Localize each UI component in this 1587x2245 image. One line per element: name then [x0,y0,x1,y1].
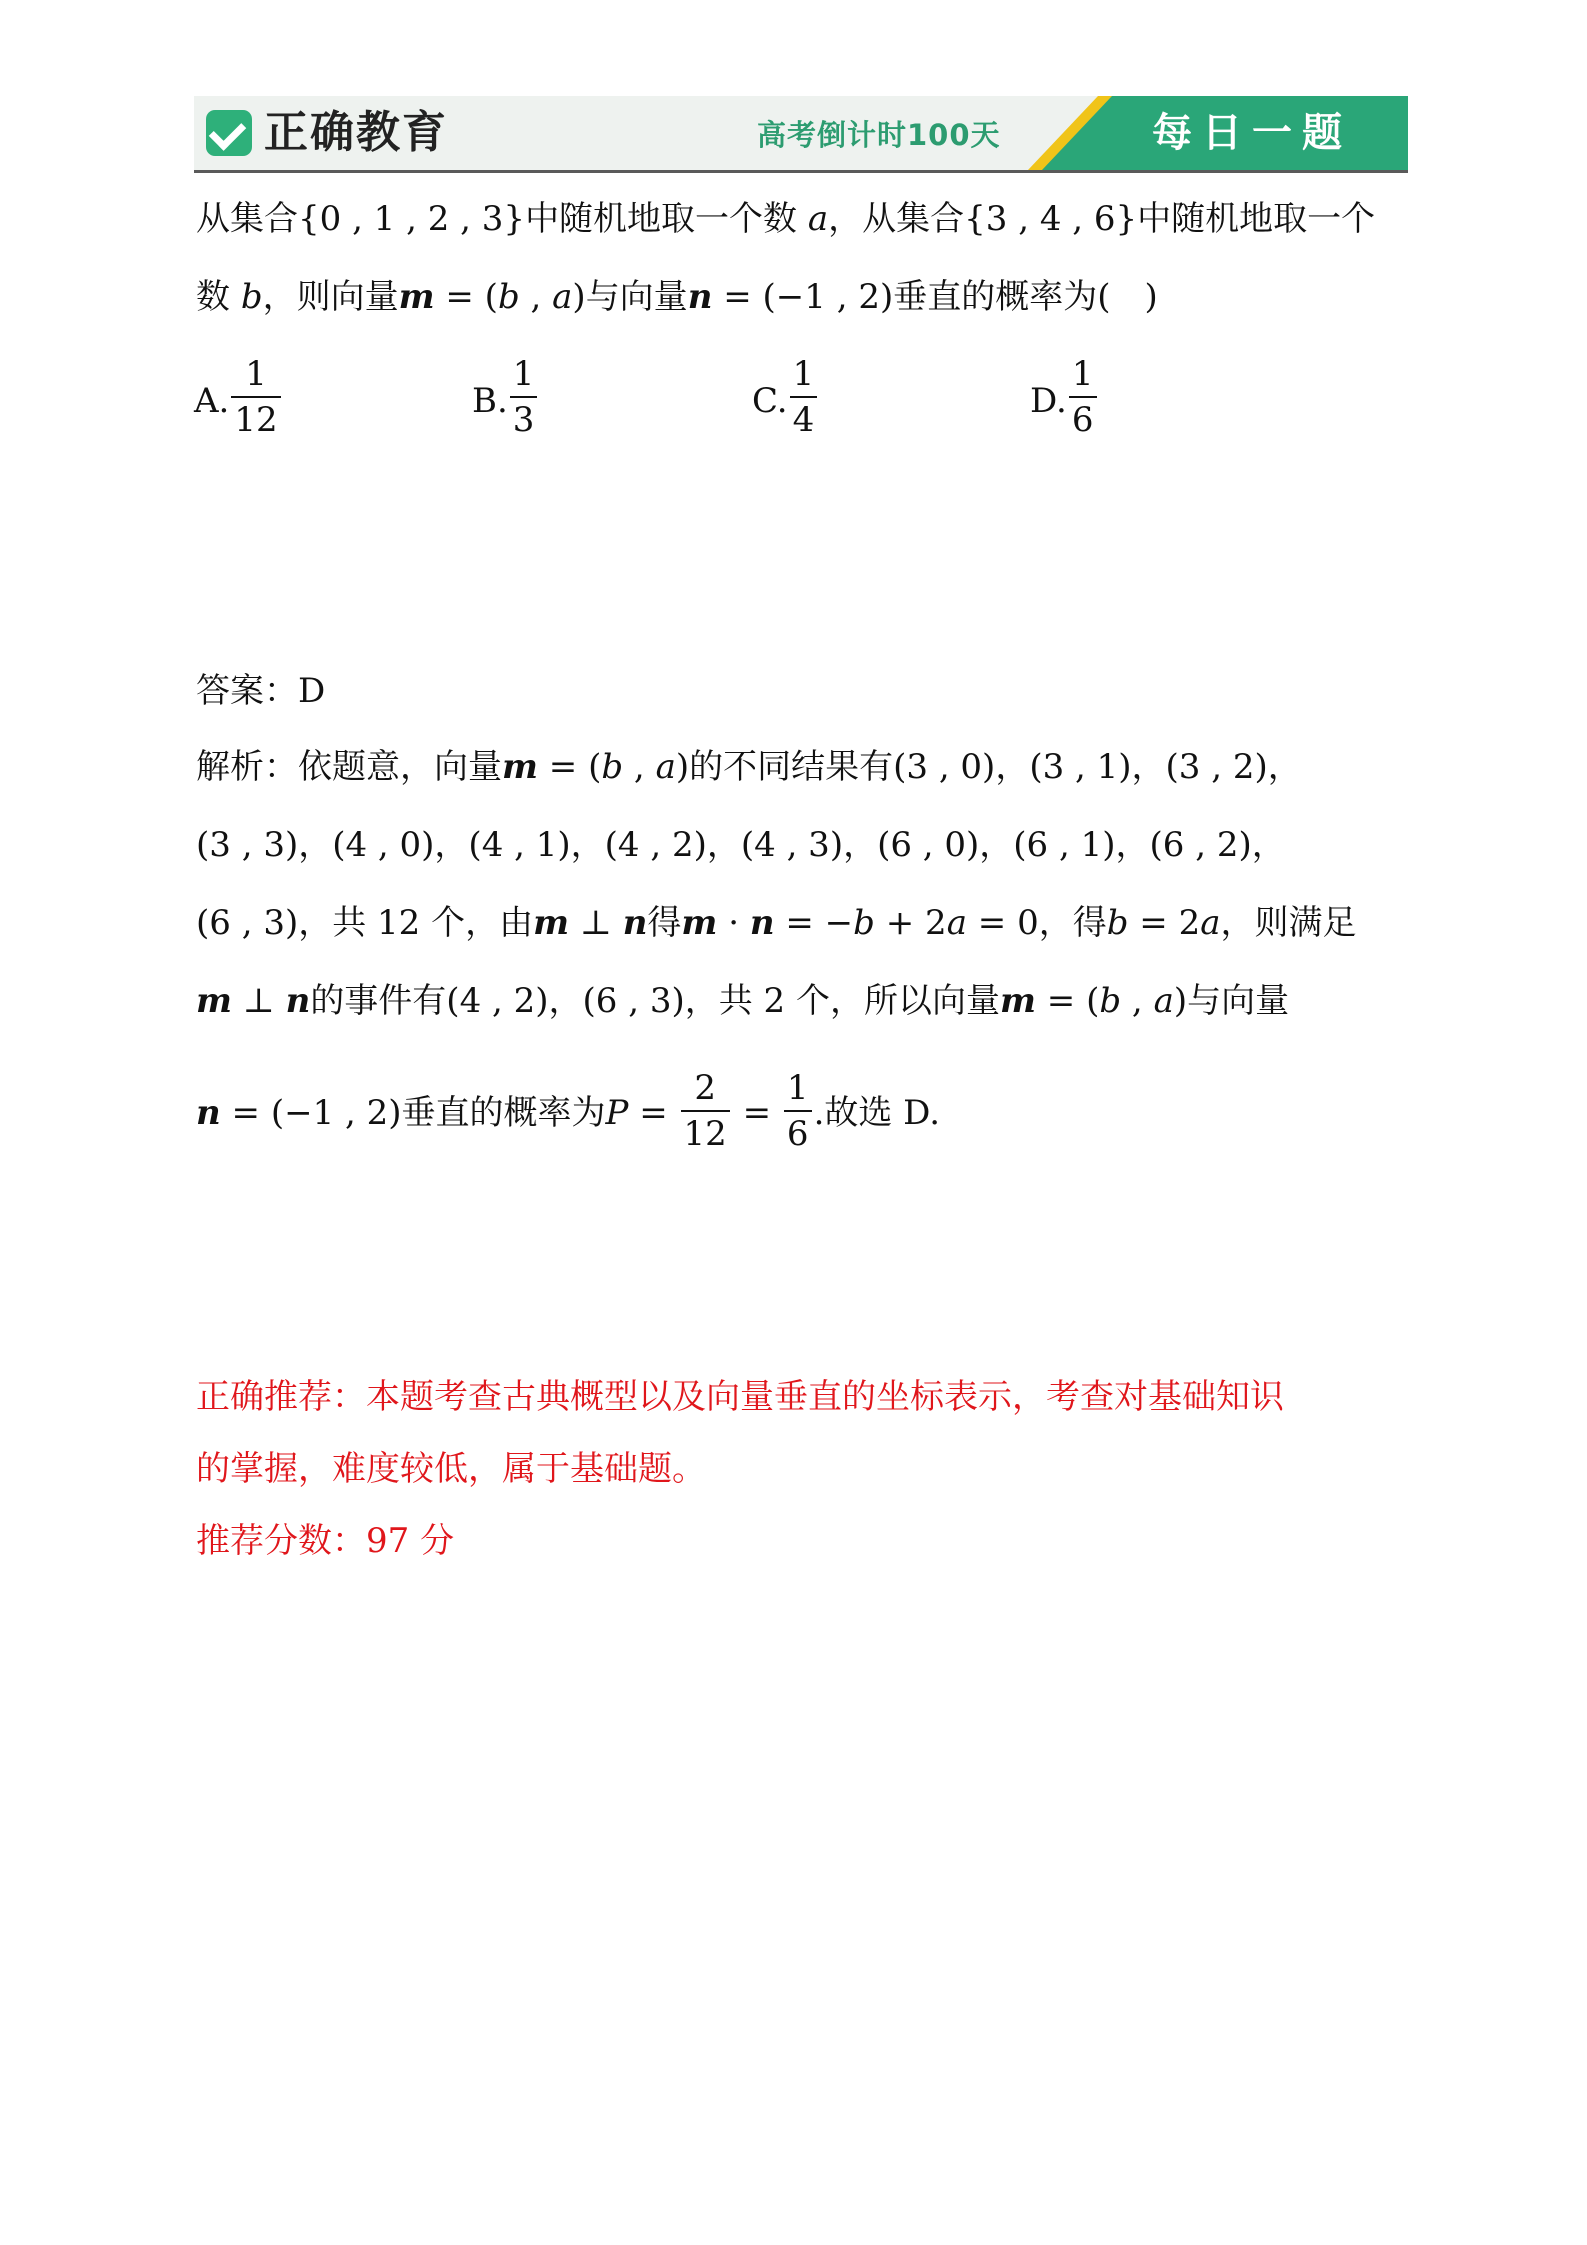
fraction-numerator: 1 [510,352,538,398]
analysis-text: (6 , 3)，共 12 个，由 [196,903,534,943]
vector-n: n [285,981,311,1021]
option-fraction [231,352,280,442]
vector-n: n [622,903,648,943]
question-text: ，从集合 [828,199,965,239]
question-text: 与向量 [585,277,688,317]
variable-p: P [605,1093,629,1133]
math-text: + 2 [874,903,947,943]
math-text: ) [675,747,690,787]
recommend-line-1: 正确推荐：本题考查古典概型以及向量垂直的坐标表示，考查对基础知识 [196,1377,1284,1417]
math-text: = ( [1035,981,1100,1021]
analysis-text: 解析：依题意，向量 [196,747,502,787]
math-text: = 2 [1128,903,1201,943]
set-expression: {3 , 4 , 6} [964,199,1138,239]
variable-b: b [601,747,624,787]
analysis-line-4 [196,976,1289,1026]
option-d [1030,356,1099,446]
math-text: = 0，得 [966,903,1107,943]
variable-a: a [807,199,829,239]
fraction-numerator: 2 [681,1066,730,1112]
answer-line [196,666,325,716]
math-text: = ( [434,277,498,317]
vector-m: m [533,903,570,943]
question-line-1 [196,194,1375,244]
variable-a: a [655,747,676,787]
option-a [194,356,283,446]
analysis-text: 得 [647,903,682,943]
fraction-numerator: 1 [231,352,280,398]
option-label: A. [194,381,230,421]
analysis-text: .故选 D. [813,1093,941,1133]
variable-a: a [1200,903,1221,943]
math-text: = [731,1093,782,1133]
variable-b: b [853,903,875,943]
analysis-line-5 [196,1070,940,1160]
variable-b: b [1106,903,1129,943]
fraction-denominator: 3 [512,400,535,440]
analysis-line-3 [196,898,1357,948]
option-b [472,356,539,446]
fraction-2-over-12 [681,1066,730,1156]
variable-b: b [497,277,520,317]
check-icon [206,110,252,156]
answer-label: 答案： [196,671,298,711]
math-text: , [1121,981,1154,1021]
option-c [752,356,819,446]
vector-m: m [681,903,718,943]
fraction-denominator: 4 [792,400,815,440]
vector-n: n [749,903,775,943]
analysis-line-1 [196,742,1302,792]
variable-a: a [1153,981,1174,1021]
question-text: ，则向量 [262,277,399,317]
header-banner [194,96,1408,173]
vector-n: n [687,277,713,317]
math-text: ⊥ [231,981,286,1021]
question-text: 数 [196,277,230,317]
variable-b: b [1099,981,1122,1021]
analysis-text: 与向量 [1187,981,1290,1021]
vector-m: m [1000,981,1036,1021]
question-text: 从集合 [196,199,298,239]
fraction-denominator: 12 [234,400,278,440]
math-text: ) [1173,981,1188,1021]
math-text: = [628,1093,679,1133]
math-text: · [717,903,750,943]
recommend-line-2: 的掌握，难度较低，属于基础题。 [196,1449,706,1489]
daily-badge [1028,96,1408,170]
variable-a: a [946,903,967,943]
fraction-numerator: 1 [784,1066,812,1112]
fraction-1-over-6 [784,1066,812,1156]
math-text: = ( [537,747,602,787]
option-label: B. [472,381,508,421]
option-label: C. [752,381,788,421]
option-fraction [790,352,818,442]
answer-value: D [298,671,326,711]
option-fraction [1069,352,1097,442]
fraction-denominator: 6 [1071,400,1094,440]
option-label: D. [1030,381,1067,421]
countdown-text: 高考倒计时100天 [757,118,1001,152]
fraction-denominator: 12 [683,1114,727,1154]
fraction-numerator: 1 [790,352,818,398]
question-text: 垂直的概率为( ) [893,277,1158,317]
math-text: ) [572,277,586,317]
analysis-text: 垂直的概率为 [401,1093,606,1133]
vector-m: m [196,981,232,1021]
analysis-text: 的事件有(4 , 2)，(6 , 3)，共 2 个，所以向量 [310,981,1000,1021]
math-text: ⊥ [569,903,623,943]
vector-m: m [502,747,538,787]
math-text: , [623,747,656,787]
vector-n: n [196,1093,221,1133]
set-expression: {0 , 1 , 2 , 3} [298,199,526,239]
fraction-denominator: 6 [786,1114,809,1154]
analysis-text: 的不同结果有(3 , 0)，(3 , 1)，(3 , 2)， [689,747,1302,787]
math-text: , [519,277,553,317]
recommend-score: 推荐分数：97 分 [196,1521,455,1561]
daily-badge-label: 每日一题 [1152,110,1352,156]
math-text: = − [774,903,854,943]
variable-a: a [552,277,573,317]
brand-logo-text: 正确教育 [264,107,448,158]
question-line-2 [196,272,1158,322]
math-text: = (−1 , 2) [712,277,894,317]
vector-m: m [398,277,435,317]
question-text: 中随机地取一个 [1137,199,1376,239]
question-text: 中随机地取一个数 [525,199,798,239]
analysis-line-2: (3 , 3)，(4 , 0)，(4 , 1)，(4 , 2)，(4 , 3)，(6 , 0)，(6 , 1)，(6 , 2)， [196,825,1286,865]
analysis-text: ，则满足 [1220,903,1357,943]
variable-b: b [240,277,263,317]
option-fraction [510,352,538,442]
math-text: = (−1 , 2) [220,1093,402,1133]
fraction-numerator: 1 [1069,352,1097,398]
